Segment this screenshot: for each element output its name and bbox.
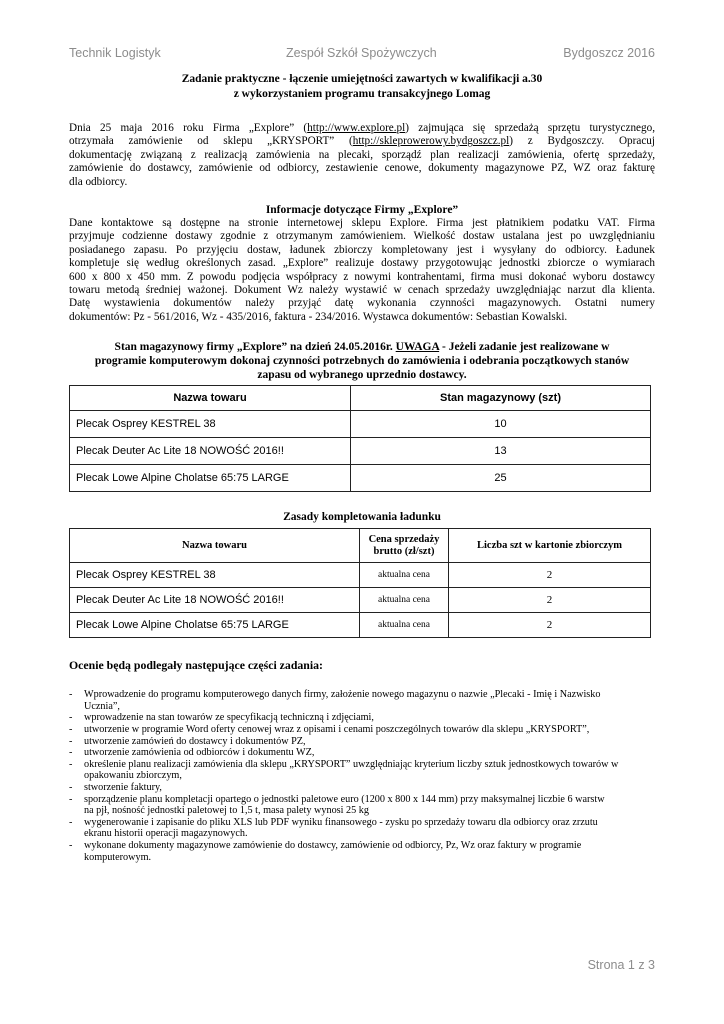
column-header-price (360, 529, 449, 563)
product-name: Plecak Deuter Ac Lite 18 NOWOŚĆ 2016!! (70, 438, 351, 465)
firm-info-line: kompletuje się według określonych zasad. „Explore” realizuje dostawy przygotowując jednostki zbiorcze o wymiarach (69, 257, 655, 270)
firm-info-line: 600 x 800 x 450 mm. Z powodu podjęcia współpracy z nowymi kontrahentami, firma musi dokonać wyboru dostawcy (69, 270, 655, 283)
table-row (70, 588, 651, 613)
list-item-text: - sporządzenie planu kompletacji opartego o jednostki paletowe euro (1200 x 800 x 144 mm) przy maksymalnej liczbie 6 warstw (84, 793, 605, 805)
column-header-name: Nazwa towaru (70, 386, 351, 411)
packing-table (69, 528, 651, 638)
column-header-count: Liczba szt w kartonie zbiorczym (449, 529, 651, 563)
price-cell: aktualna cena (360, 613, 449, 638)
list-item-text: opakowaniu zbiorczym, (84, 770, 182, 782)
list-item-text: - utworzenie zamówienia od odbiorców i dokumentu WZ, (84, 747, 315, 759)
firm-info-line: towaru metodą średniej ważonej. Dokument Wz należy wystawić w cenach sprzedaży uwzględniając narzut dla klienta. (69, 284, 655, 297)
price-cell: aktualna cena (360, 563, 449, 588)
product-name: Plecak Deuter Ac Lite 18 NOWOŚĆ 2016!! (70, 588, 360, 613)
list-item-text: na pjł, nośność jednostki paletowej to 1,5 t, masa palety wynosi 25 kg (84, 805, 369, 817)
price-cell: aktualna cena (360, 588, 449, 613)
intro-text-4: zamówienie do dostawcy, zamówienie od odbiorcy, zestawienie cenowe, dokumenty magazynowe PZ, WZ oraz fakturę (69, 162, 655, 175)
firm-info-line: przyjmuje codzienne dostawy zgodnie z otrzymanym zamówieniem. Wielkość dostaw ustalana jest po uwzględnianiu (69, 230, 655, 243)
table-row (70, 563, 651, 588)
column-header-stock: Stan magazynowy (szt) (351, 386, 651, 411)
list-item (69, 712, 655, 724)
product-name: Plecak Lowe Alpine Cholatse 65:75 LARGE (70, 613, 360, 638)
product-name: Plecak Osprey KESTREL 38 (70, 563, 360, 588)
table-row (70, 438, 651, 465)
krysport-link[interactable]: http://skleprowerowy.bydgoszcz.pl (352, 135, 510, 148)
list-item-text: komputerowym. (84, 851, 152, 863)
intro-text-2b: ) z Bydgoszczy. Opracuj (509, 135, 655, 148)
table-row (70, 411, 651, 438)
list-item-text: - określenie planu realizacji zamówienia dla sklepu „KRYSPORT” uwzględniając kryterium liczby sztuk jednostkowych towarów w (84, 758, 619, 770)
page-number: Strona 1 z 3 (587, 958, 655, 972)
count-cell: 2 (449, 588, 651, 613)
list-item-text: - Wprowadzenie do programu komputerowego danych firmy, założenie nowego magazynu o nazwie „Plecaki - Imię i Nazwisko (84, 689, 601, 701)
title-line-2: z wykorzystaniem programu transakcyjnego Lomag (233, 88, 491, 100)
stock-qty: 10 (351, 411, 651, 438)
stock-title-1b: - Jeżeli zadanie jest realizowane w (439, 341, 610, 354)
title-line-1: Zadanie praktyczne - łączenie umiejętności zawartych w kwalifikacji a.30 (181, 73, 543, 85)
list-item-text: Ucznia”, (84, 700, 120, 712)
stock-title-1a: Stan magazynowy firmy „Explore” na dzień 24.05.2016r. (114, 341, 396, 354)
intro-paragraph (69, 122, 655, 189)
list-item (69, 817, 655, 840)
list-item (69, 794, 655, 817)
table-row (70, 465, 651, 492)
evaluation-list (69, 689, 655, 863)
packing-title: Zasady kompletowania ładunku (283, 511, 441, 524)
intro-text-1a: Dnia 25 maja 2016 roku Firma „Explore” ( (69, 122, 308, 134)
list-item-text: - wykonane dokumenty magazynowe zamówienie do dostawcy, zamówienie od odbiorcy, Pz, Wz oraz faktury w programie (84, 840, 582, 851)
list-item (69, 782, 655, 794)
count-cell: 2 (449, 613, 651, 638)
list-item (69, 736, 655, 748)
document-body (69, 72, 655, 863)
count-cell: 2 (449, 563, 651, 588)
explore-link[interactable]: http://www.explore.pl (307, 122, 406, 134)
intro-text-1b: ) zajmująca się sprzedażą sprzętu turystycznego, (405, 122, 656, 134)
document-title (69, 72, 655, 102)
intro-text-5: dla odbiorcy. (69, 175, 128, 188)
header-right: Bydgoszcz 2016 (563, 46, 655, 60)
price-header-line-1: Cena sprzedaży (368, 533, 440, 545)
column-header-name: Nazwa towaru (70, 529, 360, 563)
list-item (69, 724, 655, 736)
list-item-text: - utworzenie zamówień do dostawcy i dokumentów PZ, (84, 735, 306, 747)
stock-title-2: programie komputerowym dokonaj czynności potrzebnych do zamówienia i odebrania początkowych stanów (94, 355, 630, 368)
firm-info-line: posiadanego zapasu. Po przyjęciu dostaw, ładunek zbiorczy kompletowany jest i wysyłany do odbiorcy. Ładunek (69, 243, 655, 256)
price-header-line-2: brutto (zł/szt) (373, 545, 435, 557)
list-item-text: - stworzenie faktury, (84, 782, 162, 794)
stock-title-3: zapasu od wybranego uprzednio dostawcy. (257, 369, 467, 382)
firm-info-line: Datę wystawienia dokumentów należy przyjąć datę wykonania czynności magazynowych. Ostatni numery (69, 297, 655, 310)
list-item-text: - wygenerowanie i zapisanie do pliku XLS lub PDF wyniku finansowego - zysku po sprzedaży towaru dla odbiorcy oraz zrzutu (84, 816, 598, 828)
intro-text-2a: otrzymała zamówienie od sklepu „KRYSPORT” ( (69, 135, 353, 148)
header-left: Technik Logistyk (69, 46, 161, 60)
stock-table (69, 385, 651, 492)
product-name: Plecak Lowe Alpine Cholatse 65:75 LARGE (70, 465, 351, 492)
stock-section-title (69, 340, 655, 382)
list-item-text: - utworzenie w programie Word oferty cenowej wraz z opisami i cenami poszczególnych towarów dla sklepu „KRYSPORT”, (84, 724, 590, 736)
product-name: Plecak Osprey KESTREL 38 (70, 411, 351, 438)
table-header-row (70, 529, 651, 563)
stock-qty: 25 (351, 465, 651, 492)
list-item (69, 840, 655, 863)
list-item-text: ekranu historii operacji magazynowych. (84, 828, 248, 840)
table-row (70, 613, 651, 638)
evaluation-title: Ocenie będą podlegały następujące części zadania: (69, 658, 323, 673)
intro-text-3: dokumentację związaną z realizacją zamówienia na plecaki, sporządź plan realizacji zamówienia, ofertę sprzedaży, (69, 148, 655, 161)
uwaga-label: UWAGA (395, 341, 440, 354)
list-item (69, 747, 655, 759)
list-item (69, 759, 655, 782)
header-center: Zespół Szkół Spożywczych (286, 46, 437, 60)
firm-info-line: Dane kontaktowe są dostępne na stronie internetowej sklepu Explore. Firma jest płatnikiem podatku VAT. Firma (69, 217, 655, 230)
stock-qty: 13 (351, 438, 651, 465)
table-header-row (70, 386, 651, 411)
firm-info-line: dokumentów: Pz - 561/2016, Wz - 435/2016, faktura - 234/2016. Wystawca dokumentów: Sebastian Kowalski. (69, 310, 568, 323)
list-item (69, 689, 655, 712)
firm-info-paragraph (69, 217, 655, 324)
list-item-text: - wprowadzenie na stan towarów ze specyfikacją techniczną i zdjęciami, (84, 712, 374, 724)
firm-info-title: Informacje dotyczące Firmy „Explore” (265, 204, 459, 217)
